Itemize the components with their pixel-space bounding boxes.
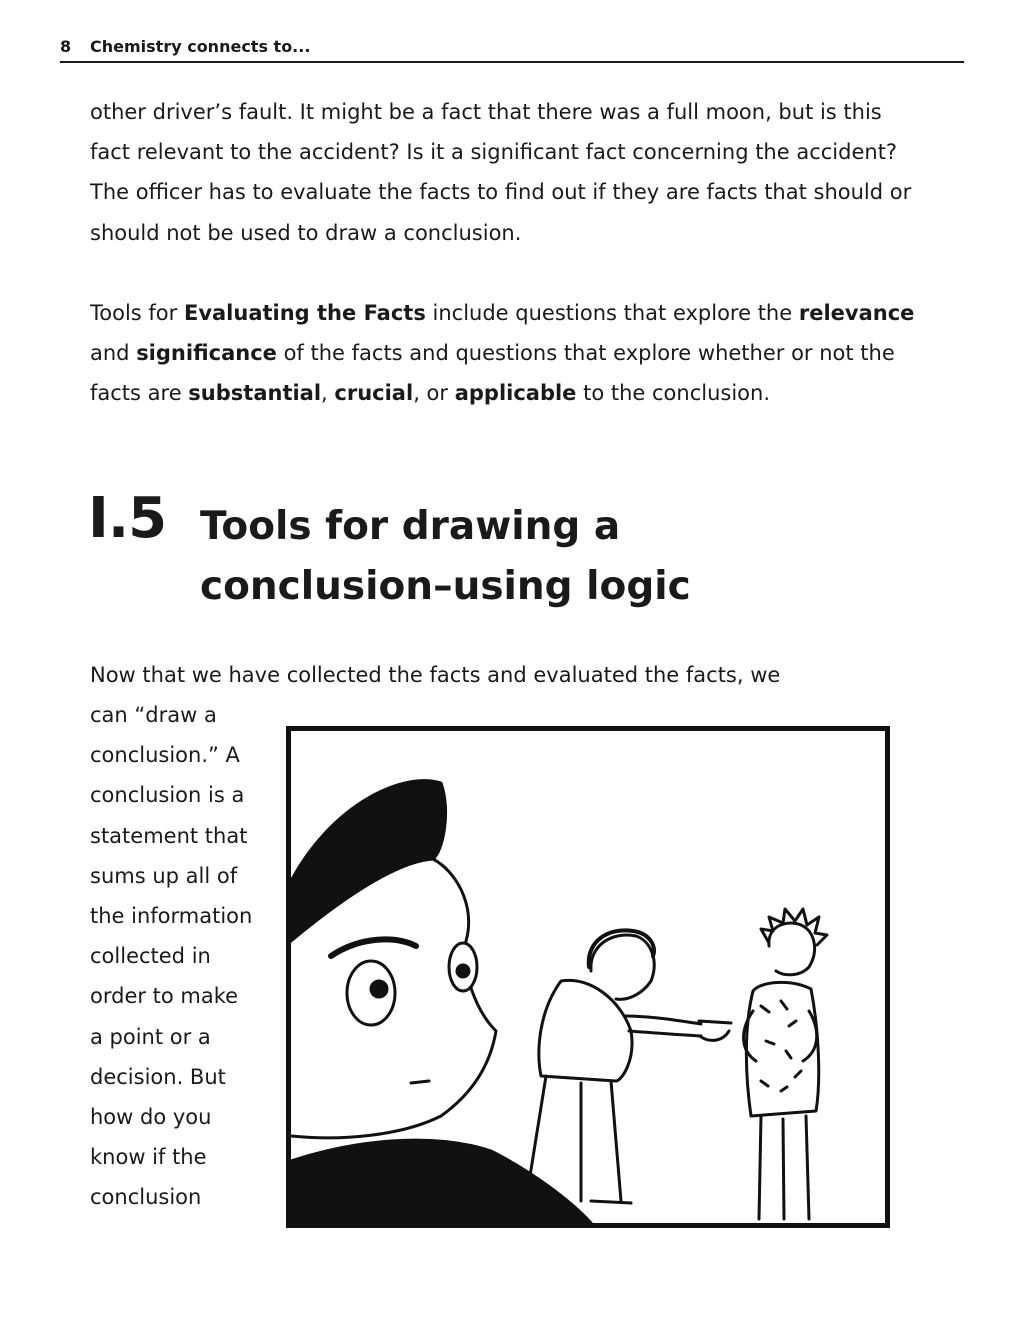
text-run: and [90,341,137,366]
angry-man-feet [513,1201,631,1203]
cartoon-illustration [286,726,890,1228]
text-run: to the conclusion. [576,381,771,406]
observer-pupil-right [457,965,469,977]
column-line: conclusion is a [90,783,245,808]
observer-mouth [411,1081,429,1083]
column-line: sums up all of [90,863,238,888]
text-run: of the facts and questions that explore whether or not the facts are [90,341,895,406]
angry-man-body [539,980,632,1081]
column-line: decision. But [90,1064,226,1089]
bold-term: Evaluating the Facts [183,301,426,325]
section-title [200,497,900,617]
other-man-hair [761,909,827,945]
text-run: include questions that explore the [425,301,799,325]
text-run: , or [413,381,455,406]
other-man-legs [759,1116,809,1219]
column-line: order to make [90,984,239,1009]
paragraph-tools-evaluating [90,293,920,414]
angry-man-arm-lower [629,1031,701,1036]
bold-term: applicable [454,381,577,406]
angry-man-arm [626,1016,701,1024]
running-header [60,33,964,63]
paragraph-draw-conclusion-first-line: Now that we have collected the facts and evaluated the facts, we [90,663,781,687]
paragraph-draw-conclusion-column [90,695,280,1218]
angry-man-hand [699,1021,731,1040]
text-run: Tools for [90,301,184,325]
column-line: statement that [90,823,248,848]
column-line: a point or a [90,1024,211,1049]
column-line: conclusion.” A [90,743,240,768]
other-man-head [769,923,815,975]
observer-eyebrow [331,939,416,956]
column-line: conclusion [90,1185,202,1210]
text-run: , [321,381,335,406]
bold-term: relevance [798,301,915,325]
section-title-line2: conclusion–using logic [200,564,691,609]
observer-pupil-left [371,981,387,997]
page-number: 8 [60,37,72,56]
observer-coat [291,1140,591,1223]
column-line: how do you [90,1105,212,1130]
cartoon-drawing [291,731,885,1223]
column-line: know if the [90,1145,207,1170]
bold-term: significance [136,341,277,366]
observer-hair [291,781,446,941]
section-title-line1: Tools for drawing a [200,504,621,549]
paragraph-evaluate-facts: other driver’s fault. It might be a fact that there was a full moon, but is this fact relevant to the accident? Is it a significant fact concerning the accident? The officer has to evaluate the facts to find out if they are facts that should or should not be used to draw a conclusion. [90,100,912,245]
column-line: the information [90,904,253,929]
bold-term: crucial [334,381,414,406]
running-title: Chemistry connects to... [90,37,311,56]
section-number: I.5 [88,486,167,551]
column-line: collected in [90,944,211,969]
column-line: can “draw a [90,703,217,727]
bold-term: substantial [188,381,322,406]
